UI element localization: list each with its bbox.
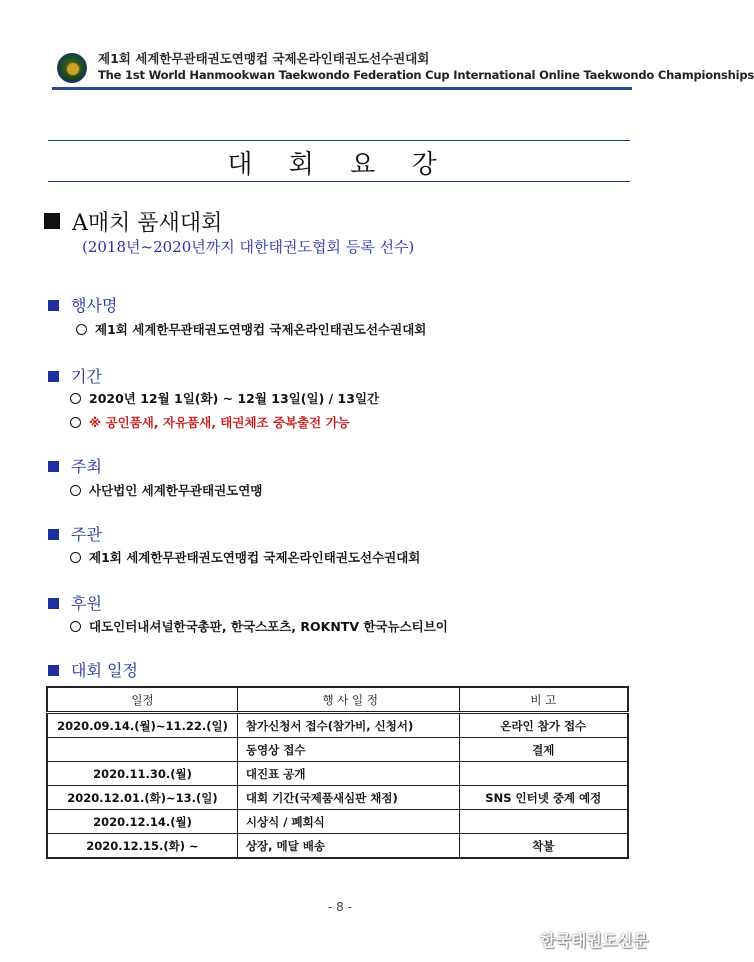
title-rule-top [48, 140, 630, 141]
table-cell [459, 762, 628, 786]
square-bullet-icon [48, 461, 59, 472]
square-bullet-icon [48, 371, 59, 382]
table-cell: 참가신청서 접수(참가비, 신청서) [237, 713, 459, 738]
header-title-ko: 제1회 세계한무관태권도연맹컵 국제온라인태권도선수권대회 [98, 51, 430, 66]
square-bullet-icon [48, 598, 59, 609]
table-cell: 2020.12.15.(화) ~ [47, 834, 237, 859]
section-heading-sponsor: 후원 [48, 591, 102, 614]
table-cell: 2020.12.14.(월) [47, 810, 237, 834]
federation-logo [57, 53, 87, 83]
table-row [47, 713, 628, 738]
main-subheading: (2018년~2020년까지 대한태권도협회 등록 선수) [82, 238, 415, 256]
page-number: - 8 - [328, 900, 352, 914]
table-cell: 동영상 접수 [237, 738, 459, 762]
list-item: 대도인터내셔널한국총판, 한국스포츠, ROKNTV 한국뉴스티브이 [70, 617, 448, 635]
column-header-note: 비 고 [459, 687, 628, 713]
list-item: 제1회 세계한무관태권도연맹컵 국제온라인태권도선수권대회 [76, 320, 426, 338]
table-row [47, 738, 628, 762]
square-bullet-icon [44, 213, 60, 229]
circle-bullet-icon [76, 324, 87, 335]
table-header-row [47, 687, 628, 713]
table-cell: 온라인 참가 접수 [459, 713, 628, 738]
column-header-date: 일정 [47, 687, 237, 713]
table-cell: 대진표 공개 [237, 762, 459, 786]
table-cell: 대회 기간(국제품새심판 채점) [237, 786, 459, 810]
list-item: 제1회 세계한무관태권도연맹컵 국제온라인태권도선수권대회 [70, 548, 420, 566]
list-item: 사단법인 세계한무관태권도연맹 [70, 481, 262, 499]
circle-bullet-icon [70, 485, 81, 496]
table-cell: 2020.09.14.(월)~11.22.(일) [47, 713, 237, 738]
newspaper-watermark: 한국태권도신문 [540, 931, 649, 950]
header-title-en: The 1st World Hanmookwan Taekwondo Federation Cup International Online Taekwondo Championships [98, 68, 754, 82]
section-heading-schedule: 대회 일정 [48, 658, 138, 681]
main-heading [44, 206, 222, 237]
table-cell: 2020.12.01.(화)~13.(일) [47, 786, 237, 810]
square-bullet-icon [48, 300, 59, 311]
table-row [47, 762, 628, 786]
notice-text: ※ 공인품새, 자유품새, 태권체조 중복출전 가능 [89, 415, 350, 430]
table-cell [47, 738, 237, 762]
header-divider [52, 87, 632, 90]
list-item [70, 413, 350, 431]
square-bullet-icon [48, 529, 59, 540]
schedule-table [46, 686, 629, 859]
table-row [47, 786, 628, 810]
table-cell: 결제 [459, 738, 628, 762]
list-item: 2020년 12월 1일(화) ~ 12월 13일(일) / 13일간 [70, 389, 379, 407]
table-row [47, 810, 628, 834]
section-heading-period: 기간 [48, 364, 102, 387]
column-header-event: 행 사 일 정 [237, 687, 459, 713]
section-heading-host: 주최 [48, 454, 102, 477]
circle-bullet-icon [70, 417, 81, 428]
document-title: 대 회 요 강 [227, 150, 451, 180]
circle-bullet-icon [70, 621, 81, 632]
circle-bullet-icon [70, 552, 81, 563]
main-heading-text: A매치 품새대회 [72, 211, 223, 236]
table-cell: 2020.11.30.(월) [47, 762, 237, 786]
square-bullet-icon [48, 665, 59, 676]
title-rule-bottom [48, 181, 630, 182]
table-cell: SNS 인터넷 중계 예정 [459, 786, 628, 810]
section-heading-organizer: 주관 [48, 522, 102, 545]
circle-bullet-icon [70, 393, 81, 404]
section-heading-event-name: 행사명 [48, 293, 117, 316]
table-row [47, 834, 628, 859]
table-cell: 시상식 / 폐회식 [237, 810, 459, 834]
table-cell [459, 810, 628, 834]
table-cell: 상장, 메달 배송 [237, 834, 459, 859]
table-cell: 착불 [459, 834, 628, 859]
